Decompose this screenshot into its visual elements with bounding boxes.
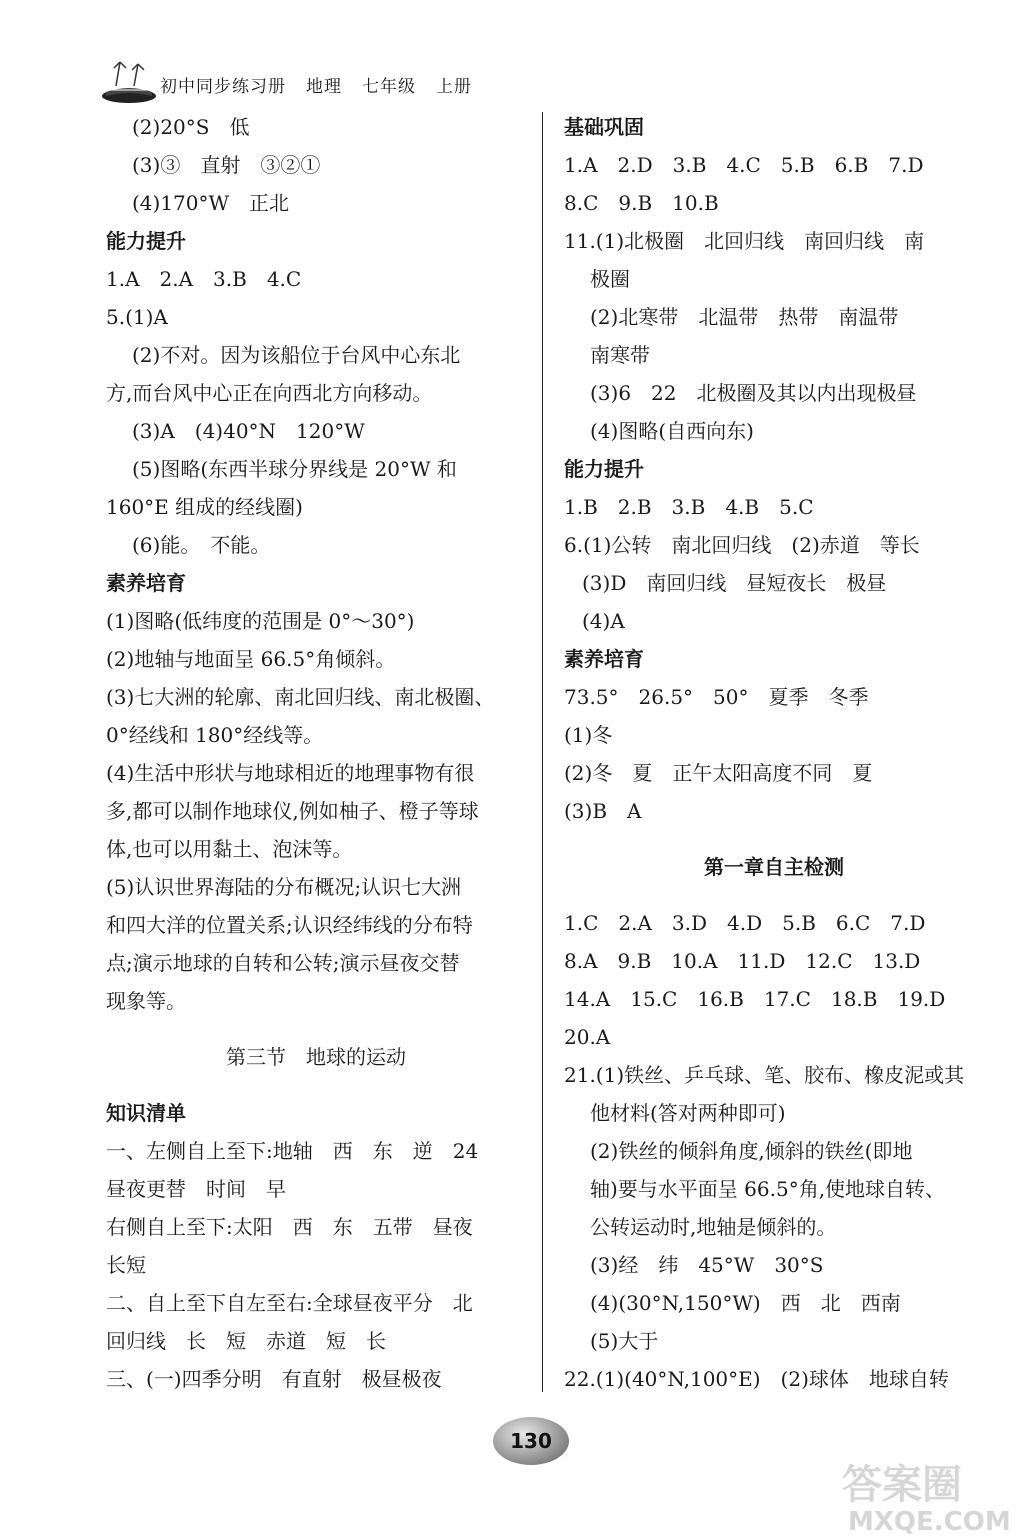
answer-line: 昼夜更替 时间 早 (106, 1177, 286, 1201)
answer-line: 1.C 2.A 3.D 4.D 5.B 6.C 7.D (564, 911, 926, 935)
answer-line: (2)不对。因为该船位于台风中心东北 (132, 343, 461, 367)
answer-line: 回归线 长 短 赤道 短 长 (106, 1329, 386, 1353)
header-series: 初中同步练习册 (160, 77, 286, 97)
header-grade: 七年级 (362, 77, 416, 97)
page-number: 130 (493, 1417, 569, 1465)
answer-line: 8.C 9.B 10.B (564, 191, 719, 215)
answer-line: 14.A 15.C 16.B 17.C 18.B 19.D (564, 987, 946, 1011)
answer-line: 1.B 2.B 3.B 4.B 5.C (564, 495, 814, 519)
answer-line: (2)20°S 低 (132, 115, 250, 139)
answer-line: 长短 (106, 1253, 146, 1277)
section-heading-basic: 基础巩固 (564, 115, 644, 139)
section-heading-ability: 能力提升 (106, 229, 186, 253)
answer-line: (1)图略(低纬度的范围是 0°～30°) (106, 609, 415, 633)
answer-line: (4)A (582, 609, 625, 633)
answer-line: (3)B A (564, 799, 642, 823)
answer-line: (5)认识世界海陆的分布概况;认识七大洲 (106, 875, 462, 899)
answer-line: (3)A (4)40°N 120°W (132, 419, 365, 443)
answer-line: 73.5° 26.5° 50° 夏季 冬季 (564, 685, 869, 709)
book-logo-icon (100, 56, 158, 104)
answer-line: 方,而台风中心正在向西北方向移动。 (106, 381, 433, 405)
answer-line: (3)D 南回归线 昼短夜长 极昼 (582, 571, 887, 595)
watermark-url-text: MXQE.COM (848, 1507, 1011, 1536)
watermark-logo (838, 1452, 1028, 1536)
answer-line: (3)经 纬 45°W 30°S (590, 1253, 824, 1277)
answer-line: 1.A 2.D 3.B 4.C 5.B 6.B 7.D (564, 153, 924, 177)
column-divider (542, 112, 543, 1392)
answer-line: 0°经线和 180°经线等。 (106, 723, 324, 747)
answer-line: 多,都可以制作地球仪,例如柚子、橙子等球 (106, 799, 479, 823)
answer-line: (2)冬 夏 正午太阳高度不同 夏 (564, 761, 873, 785)
answer-line: (2)铁丝的倾斜角度,倾斜的铁丝(即地 (590, 1139, 913, 1163)
answer-line: (4)(30°N,150°W) 西 北 西南 (590, 1291, 901, 1315)
answer-line: 20.A (564, 1025, 611, 1049)
watermark-cn-text: 答案圈 (842, 1462, 962, 1508)
answer-line: (3)6 22 北极圈及其以内出现极昼 (590, 381, 917, 405)
answer-line: (4)生活中形状与地球相近的地理事物有很 (106, 761, 475, 785)
answer-line: (5)图略(东西半球分界线是 20°W 和 (132, 457, 457, 481)
answer-line: (2)北寒带 北温带 热带 南温带 (590, 305, 899, 329)
section-title: 第三节 地球的运动 (226, 1045, 406, 1069)
answer-line: 21.(1)铁丝、乒乓球、笔、胶布、橡皮泥或其 (564, 1063, 965, 1087)
answer-line: 二、自上至下自左至右:全球昼夜平分 北 (106, 1291, 473, 1315)
answer-line: 三、(一)四季分明 有直射 极昼极夜 (106, 1367, 442, 1391)
header-volume: 上册 (436, 77, 472, 97)
answer-line: (5)大于 (590, 1329, 659, 1353)
answer-line: (3)③ 直射 ③②① (132, 153, 321, 177)
answer-line: 他材料(答对两种即可) (590, 1101, 786, 1125)
answer-line: (4)170°W 正北 (132, 191, 290, 215)
answer-line: (3)七大洲的轮廓、南北回归线、南北极圈、 (106, 685, 495, 709)
answer-line: 160°E 组成的经线圈) (106, 495, 303, 519)
answer-line: 极圈 (590, 267, 630, 291)
answer-line: 6.(1)公转 南北回归线 (2)赤道 等长 (564, 533, 920, 557)
section-heading-literacy: 素养培育 (106, 571, 186, 595)
section-heading-literacy: 素养培育 (564, 647, 644, 671)
answer-line: 一、左侧自上至下:地轴 西 东 逆 24 (106, 1139, 479, 1163)
answer-line: 5.(1)A (106, 305, 168, 329)
answer-line: (6)能。 不能。 (132, 533, 271, 557)
answer-line: 8.A 9.B 10.A 11.D 12.C 13.D (564, 949, 921, 973)
answer-line: (2)地轴与地面呈 66.5°角倾斜。 (106, 647, 396, 671)
answer-line: 右侧自上至下:太阳 西 东 五带 昼夜 (106, 1215, 473, 1239)
answer-line: (4)图略(自西向东) (590, 419, 754, 443)
answer-line: 体,也可以用黏土、泡沫等。 (106, 837, 353, 861)
section-heading-knowledge: 知识清单 (106, 1101, 186, 1125)
answer-line: 22.(1)(40°N,100°E) (2)球体 地球自转 (564, 1367, 949, 1391)
answer-line: 公转运动时,地轴是倾斜的。 (590, 1215, 837, 1239)
answer-line: 1.A 2.A 3.B 4.C (106, 267, 302, 291)
answer-line: 现象等。 (106, 989, 186, 1013)
chapter-title: 第一章自主检测 (704, 855, 844, 879)
answer-line: 轴)要与水平面呈 66.5°角,使地球自转、 (590, 1177, 946, 1201)
answer-line: (1)冬 (564, 723, 613, 747)
answer-line: 点;演示地球的自转和公转;演示昼夜交替 (106, 951, 460, 975)
header-subject: 地理 (306, 77, 342, 97)
answer-line: 和四大洋的位置关系;认识经纬线的分布特 (106, 913, 473, 937)
page-header (100, 56, 560, 106)
section-heading-ability: 能力提升 (564, 457, 644, 481)
answer-line: 南寒带 (590, 343, 650, 367)
answer-line: 11.(1)北极圈 北回归线 南回归线 南 (564, 229, 925, 253)
